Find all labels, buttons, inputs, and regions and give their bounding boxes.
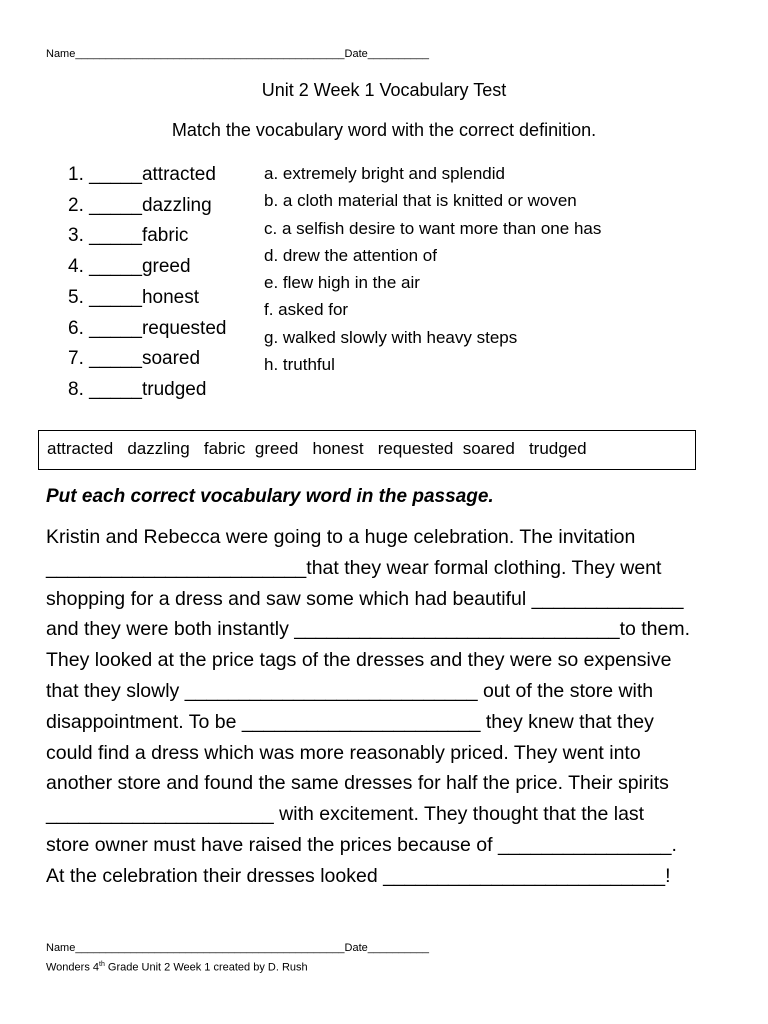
list-item: 2. _____dazzling xyxy=(68,194,212,216)
passage xyxy=(46,522,736,892)
name-date-line: Name____________________________________________Date__________ xyxy=(46,48,429,60)
vocabulary-word-list xyxy=(68,160,226,406)
credit-prefix: Wonders 4 xyxy=(46,961,99,974)
word-bank-box xyxy=(38,430,696,470)
passage-line: _____________________ with excitement. They thought that the last xyxy=(46,803,645,826)
credit-superscript: th xyxy=(99,961,105,968)
page-title: Unit 2 Week 1 Vocabulary Test xyxy=(261,80,507,100)
word-bank-text: attracted dazzling fabric greed honest requested soared trudged xyxy=(47,439,587,458)
list-item: 4. _____greed xyxy=(68,256,191,278)
passage-line: disappointment. To be ______________________ they knew that they xyxy=(46,710,654,733)
matching-instructions: Match the vocabulary word with the correct definition. xyxy=(171,120,597,140)
list-item: b. a cloth material that is knitted or woven xyxy=(264,191,577,211)
passage-line: could find a dress which was more reasonably priced. They went into xyxy=(46,741,641,764)
passage-line: They looked at the price tags of the dresses and they were so expensive xyxy=(46,649,672,672)
passage-line: ________________________that they wear formal clothing. They went xyxy=(46,556,662,579)
list-item: 1. _____attracted xyxy=(68,164,216,185)
list-item: f. asked for xyxy=(264,300,349,320)
list-item: g. walked slowly with heavy steps xyxy=(264,327,518,347)
list-item: h. truthful xyxy=(264,355,335,375)
passage-line: store owner must have raised the prices because of ________________. xyxy=(46,833,677,856)
list-item: 5. _____honest xyxy=(68,286,200,308)
passage-line: another store and found the same dresses for half the price. Their spirits xyxy=(46,772,669,795)
passage-line: shopping for a dress and saw some which had beautiful ______________ xyxy=(46,587,684,610)
passage-line: At the celebration their dresses looked __________________________! xyxy=(46,864,671,887)
passage-line: and they were both instantly ______________________________to them. xyxy=(46,618,691,641)
list-item: 3. _____fabric xyxy=(68,225,189,247)
passage-line: Kristin and Rebecca were going to a huge celebration. The invitation xyxy=(46,526,636,548)
list-item: 7. _____soared xyxy=(68,348,201,370)
list-item: 6. _____requested xyxy=(68,317,227,339)
list-item: 8. _____trudged xyxy=(68,378,207,400)
footer-name-date-line: Name____________________________________________Date__________ xyxy=(46,942,429,954)
passage-line: that they slowly ___________________________ out of the store with xyxy=(46,679,654,702)
list-item: d. drew the attention of xyxy=(264,245,437,265)
passage-heading: Put each correct vocabulary word in the passage. xyxy=(46,486,494,507)
list-item: c. a selfish desire to want more than one has xyxy=(264,218,602,238)
list-item: e. flew high in the air xyxy=(264,273,420,293)
footer-credit xyxy=(46,961,308,974)
definition-list xyxy=(264,160,601,378)
credit-suffix: Grade Unit 2 Week 1 created by D. Rush xyxy=(104,961,308,974)
list-item: a. extremely bright and splendid xyxy=(264,164,505,183)
